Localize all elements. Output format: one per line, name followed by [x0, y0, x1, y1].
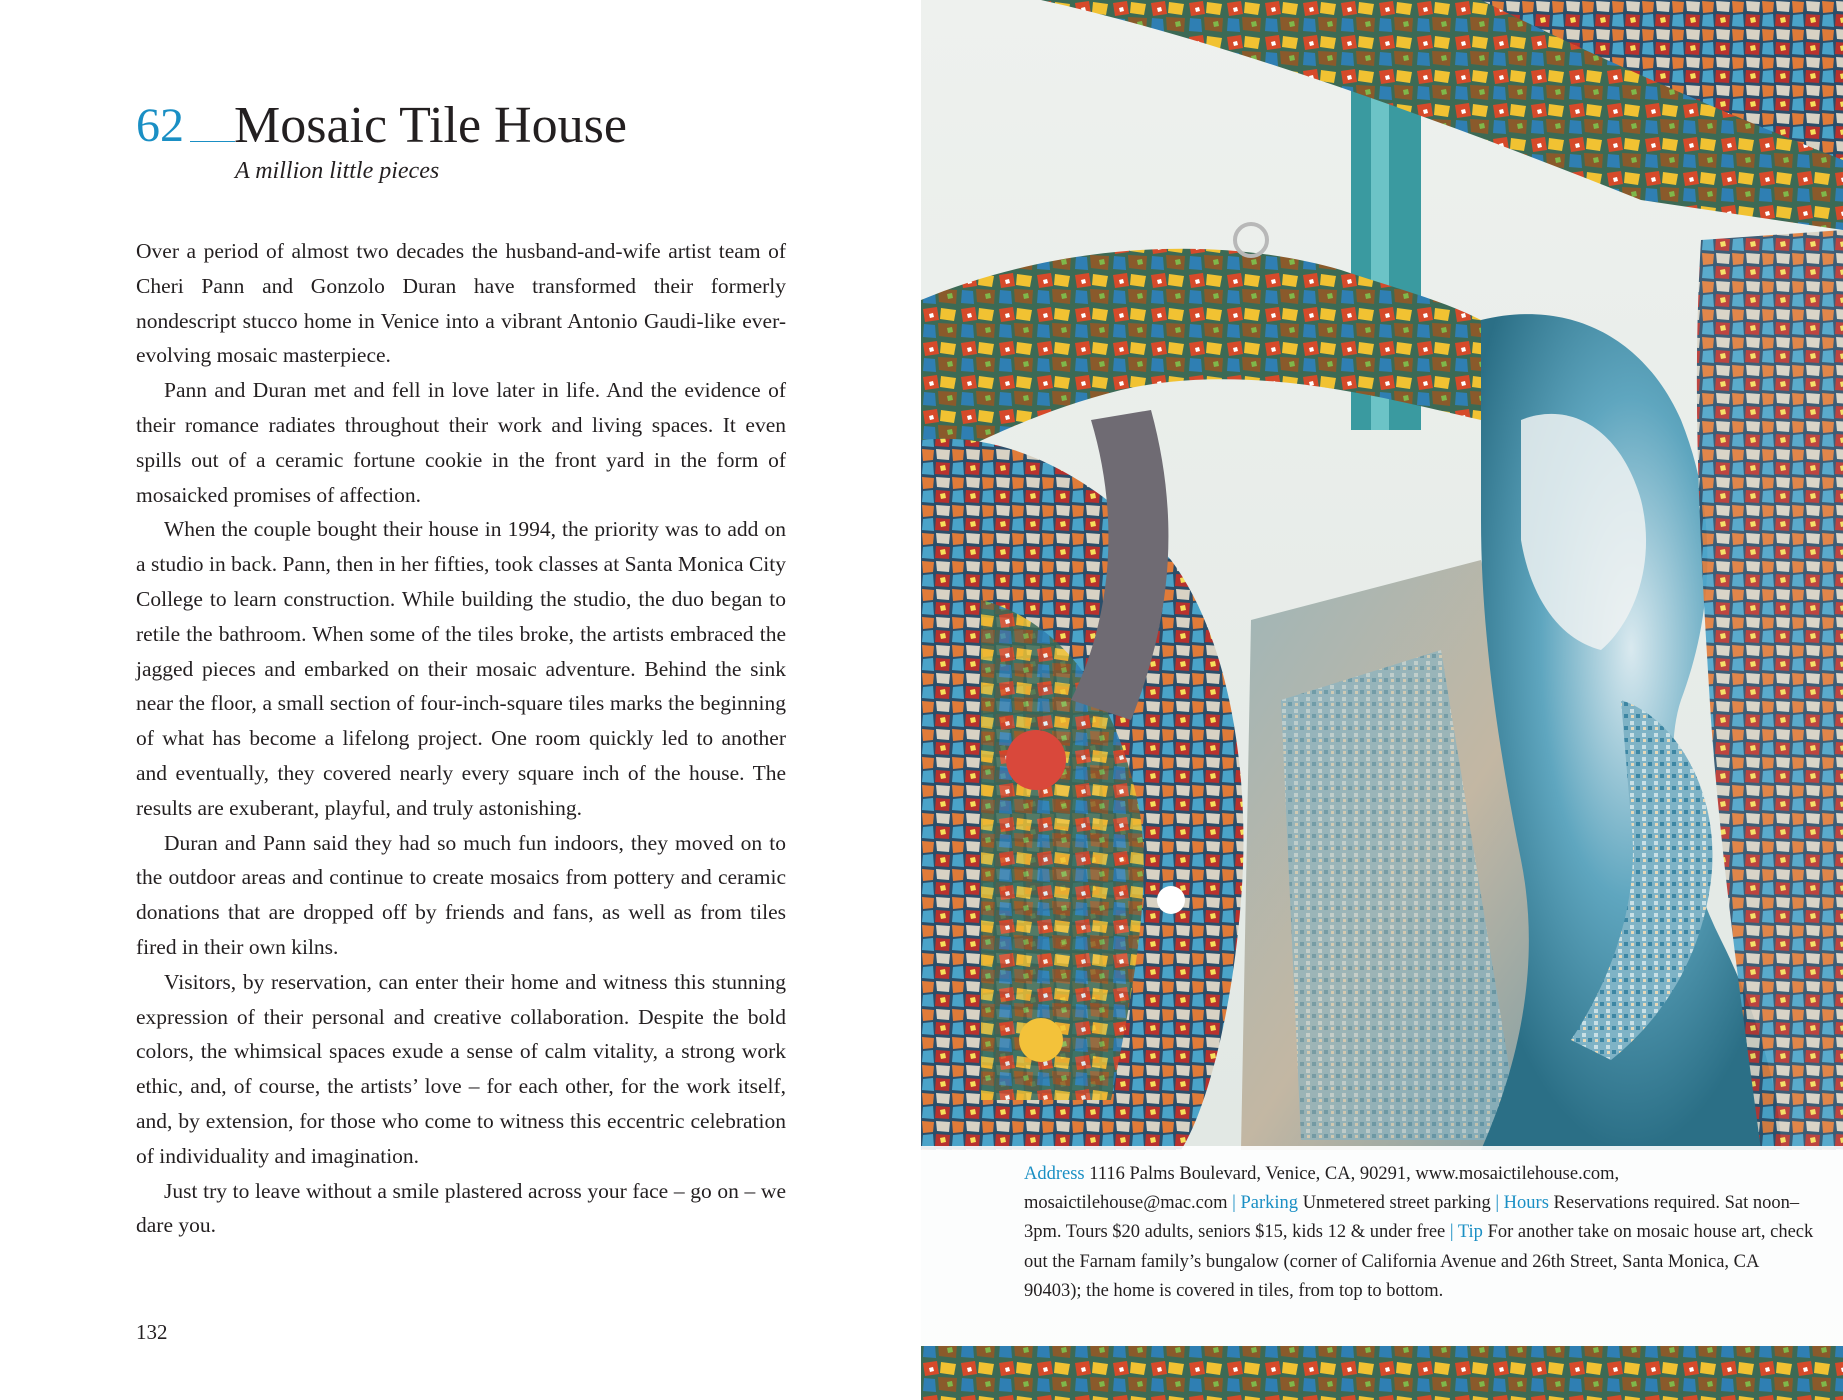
chapter-subtitle: A million little pieces: [235, 158, 440, 184]
body-text: [136, 234, 786, 1243]
chapter-number: 62: [136, 99, 184, 152]
tip-label: Tip: [1457, 1222, 1483, 1243]
hours-label: Hours: [1503, 1193, 1549, 1214]
right-page: [921, 0, 1843, 1400]
body-paragraph: Just try to leave without a smile plastered across your face – go on – we dare you.: [136, 1178, 786, 1238]
info-text: [1024, 1160, 1814, 1306]
info-box: [921, 1146, 1843, 1346]
body-paragraph: When the couple bought their house in 1994, the priority was to add on a studio in back. Pann, then in her fifties, took classes at Santa Monica City College to learn construction. While building the studio, the duo began to retile the bathroom. When some of the tiles broke, the artists embraced the jagged pieces and embarked on their mosaic adventure. Behind the sink near the floor, a small section of four-inch-square tiles marks the beginning of what has become a lifelong project. One room quickly led to another and eventually, they covered nearly every square inch of the house. The results are exuberant, playful, and truly astonishing.: [136, 517, 786, 820]
left-page: [0, 0, 921, 1400]
info-separator: |: [1232, 1193, 1236, 1214]
hours-value: Reservations required. Sat noon–3pm. Tours $20 adults, seniors $15, kids 12 & under free: [1024, 1193, 1800, 1243]
body-paragraph: Over a period of almost two decades the husband-and-wife artist team of Cheri Pann and Gonzolo Duran have transformed their formerly nondescript stucco home in Venice into a vibrant Antonio Gaudi-like ever-evolving mosaic masterpiece.: [136, 239, 786, 368]
info-separator: |: [1495, 1193, 1500, 1214]
address-value: 1116 Palms Boulevard, Venice, CA, 90291, www.mosaictilehouse.com, mosaictilehouse@mac.com: [1024, 1164, 1620, 1214]
body-paragraph: Visitors, by reservation, can enter their home and witness this stunning expression of their personal and creative collaboration. Despite the bold colors, the whimsical spaces exude a sense of calm vitality, a strong work ethic, and, of course, the artists’ love – for each other, for the work itself, and, by extension, for those who come to witness this eccentric celebration of individuality and imagination.: [136, 969, 786, 1168]
address-label: Address: [1024, 1164, 1085, 1184]
tip-value: For another take on mosaic house art, check out the Farnam family’s bungalow (corner of California Avenue and 26th Street, Santa Monica, CA 90403); the home is covered in tiles, from top to bottom.: [1024, 1222, 1814, 1301]
parking-value: Unmetered street parking: [1302, 1193, 1491, 1214]
parking-label: Parking: [1240, 1193, 1299, 1214]
body-paragraph: Pann and Duran met and fell in love later in life. And the evidence of their romance radiates throughout their work and living spaces. It even spills out of a ceramic fortune cookie in the front yard in the form of mosaicked promises of affection.: [136, 378, 786, 507]
body-paragraph: Duran and Pann said they had so much fun indoors, they moved on to the outdoor areas and continue to create mosaics from pottery and ceramic donations that are dropped off by friends and fans, as well as from tiles fired in their own kilns.: [136, 830, 786, 959]
chapter-title: Mosaic Tile House: [234, 97, 627, 154]
info-separator: |: [1449, 1222, 1454, 1243]
chapter-rule: [190, 141, 235, 142]
page-number: 132: [136, 1320, 168, 1344]
